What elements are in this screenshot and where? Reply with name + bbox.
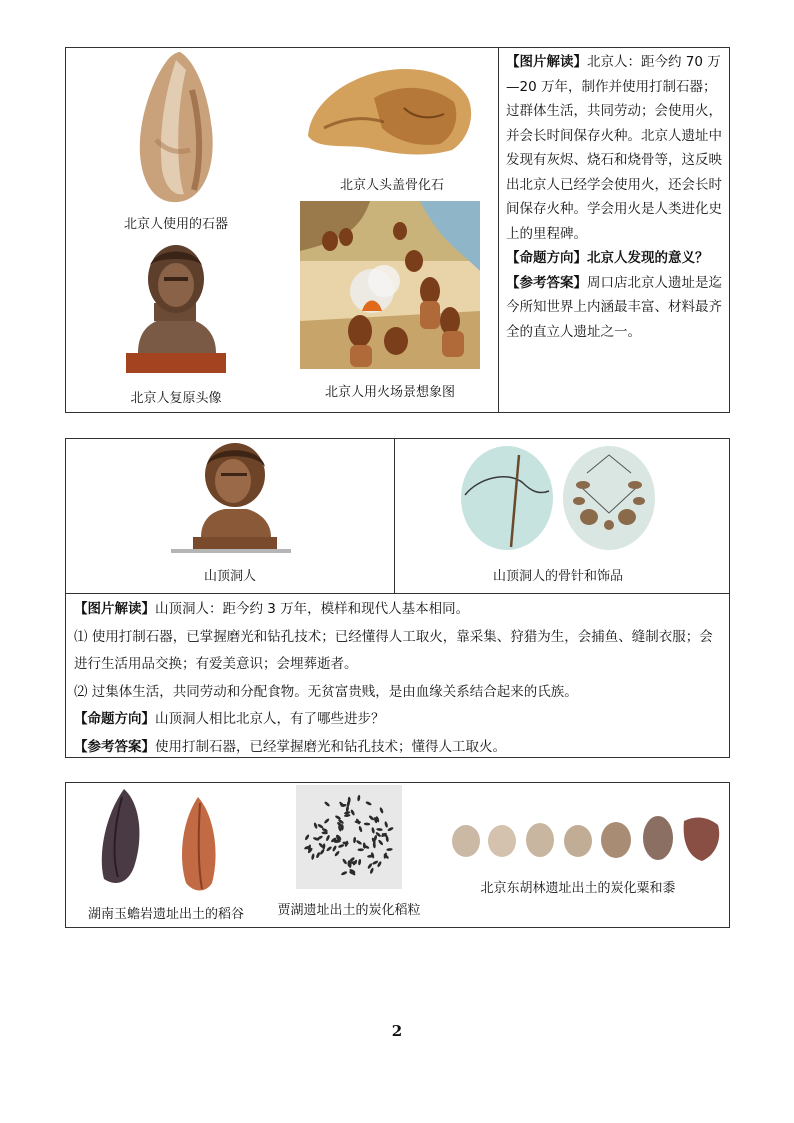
interpret-label: 【图片解读】 xyxy=(74,601,155,617)
rice-grain-image xyxy=(94,787,228,895)
bone-needle-caption: 山顶洞人的骨针和饰品 xyxy=(492,569,623,584)
question-text: 北京人发现的意义？ xyxy=(587,250,709,266)
fire-scene-image xyxy=(300,201,480,369)
row-divider xyxy=(66,593,729,594)
question-label: 【命题方向】 xyxy=(506,250,587,266)
peking-man-bust-image xyxy=(124,243,228,375)
upper-cave-man-caption: 山顶洞人 xyxy=(203,569,256,584)
interpret-text: 山顶洞人：距今约 3 万年，模样和现代人基本相同。 xyxy=(155,601,470,617)
upper-cave-notes xyxy=(74,596,724,761)
rice-grain xyxy=(358,848,364,851)
point-2: ⑵ 过集体生活，共同劳动和分配食物。无贫富贵贱，是由血缘关系结合起来的氏族。 xyxy=(74,683,578,700)
stone-tool-caption: 北京人使用的石器 xyxy=(123,217,228,232)
interpret-label: 【图片解读】 xyxy=(506,54,587,70)
fire-scene-caption: 北京人用火场景想象图 xyxy=(324,385,455,400)
upper-cave-man-bust-image xyxy=(171,441,291,555)
column-divider xyxy=(498,48,499,412)
bone-needle-ornament-image xyxy=(459,443,657,553)
grain-section xyxy=(65,782,730,928)
upper-cave-section xyxy=(65,438,730,758)
millet-caption: 北京东胡林遗址出土的炭化粟和黍 xyxy=(480,881,676,896)
rice-hunan-caption: 湖南玉蟾岩遗址出土的稻谷 xyxy=(87,907,244,922)
carbonized-rice-image xyxy=(296,785,402,889)
stone-tool-image xyxy=(136,50,216,206)
rice-grain xyxy=(348,797,351,803)
question-text: 山顶洞人相比北京人，有了哪些进步？ xyxy=(155,711,385,727)
skull-fossil-image xyxy=(304,58,476,158)
question-label: 【命题方向】 xyxy=(74,711,155,727)
point-1: ⑴ 使用打制石器，已掌握磨光和钻孔技术；已经懂得人工取火，靠采集、狩猎为生，会捕鱼、缝制衣服；会进行生活用品交换；有爱美意识；会埋葬逝者。 xyxy=(74,628,713,672)
answer-label: 【参考答案】 xyxy=(74,738,155,755)
rice-jiahu-caption: 贾湖遗址出土的炭化稻粒 xyxy=(277,903,421,918)
millet-seeds-image xyxy=(450,811,726,867)
page-number: 2 xyxy=(391,1022,403,1040)
interpret-text: 北京人：距今约 70 万—20 万年，制作并使用打制石器；过群体生活，共同劳动；会使用火，并会长时间保存火种。北京人遗址中发现有灰烬、烧石和烧骨等，这反映出北京人已经学会使用火，还会长时间保存火种。学会用火是人类进化史上的里程碑。 xyxy=(506,54,722,242)
peking-man-bust-caption: 北京人复原头像 xyxy=(130,391,222,406)
skull-fossil-caption: 北京人头盖骨化石 xyxy=(339,178,444,193)
answer-label: 【参考答案】 xyxy=(506,274,587,291)
column-divider xyxy=(394,439,395,593)
peking-man-section xyxy=(65,47,730,413)
answer-text: 使用打制石器，已经掌握磨光和钻孔技术；懂得人工取火。 xyxy=(155,738,506,755)
answer-text: 周口店北京人遗址是迄今所知世界上内涵最丰富、材料最齐全的直立人遗址之一。 xyxy=(506,274,722,340)
peking-man-notes xyxy=(506,50,726,344)
